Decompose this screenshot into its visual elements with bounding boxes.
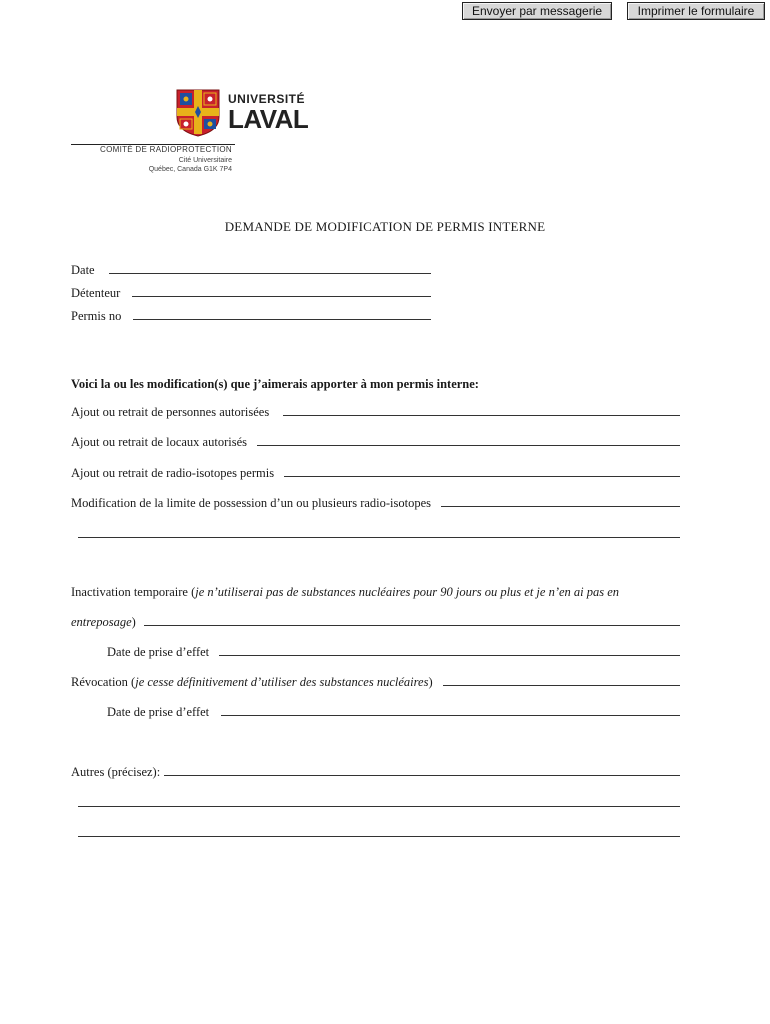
persons-label: Ajout ou retrait de personnes autorisées (71, 405, 270, 419)
limit-field-continued[interactable] (78, 537, 680, 538)
revocation-effective-date-field[interactable] (221, 705, 680, 716)
revocation-close: ) (428, 675, 433, 689)
form-title: DEMANDE DE MODIFICATION DE PERMIS INTERNE (224, 219, 546, 234)
limit-row (71, 496, 680, 511)
rooms-label: Ajout ou retrait de locaux autorisés (71, 435, 247, 449)
effective-date-label: Date de prise d’effet (107, 645, 210, 659)
permit-row (71, 309, 431, 324)
holder-field[interactable] (132, 286, 431, 297)
rooms-field[interactable] (257, 435, 680, 446)
address-line-2: Québec, Canada G1K 7P4 (148, 166, 232, 173)
limit-label: Modification de la limite de possession d’un ou plusieurs radio-isotopes (71, 496, 432, 510)
brand-text (228, 93, 308, 132)
revocation-condition: je cesse définitivement d’utiliser des substances nucléaires (135, 675, 429, 689)
other-label: Autres (précisez): (71, 765, 161, 779)
address-line-1: Cité Universitaire (178, 157, 232, 164)
limit-field[interactable] (441, 496, 680, 507)
permit-field[interactable] (133, 309, 431, 320)
inactivation-effective-row (107, 645, 680, 660)
inactivation-condition: je n’utiliserai pas de substances nucléaires pour 90 jours ou plus et je n’en ai pas en (195, 585, 620, 599)
date-label: Date (71, 263, 95, 277)
date-row (71, 263, 431, 278)
inactivation-condition-end: entreposage (71, 615, 132, 629)
inactivation-close: ) (131, 615, 136, 629)
crest-icon (176, 89, 220, 137)
brand-line2: LAVAL (228, 104, 309, 134)
inactivation-row (71, 585, 680, 600)
department-name: COMITÉ DE RADIOPROTECTION (100, 145, 232, 154)
rooms-row (71, 435, 680, 450)
revocation-row (71, 675, 680, 690)
inactivation-effective-date-field[interactable] (219, 645, 680, 656)
university-logo (176, 89, 316, 139)
other-row (71, 765, 680, 780)
persons-field[interactable] (283, 405, 680, 416)
send-by-email-button[interactable]: Envoyer par messagerie (462, 2, 612, 20)
isotopes-row (71, 466, 680, 481)
inactivation-row-2 (71, 615, 680, 630)
persons-row (71, 405, 680, 420)
holder-label: Détenteur (71, 286, 121, 300)
other-field-line-3[interactable] (78, 836, 680, 837)
effective-date-label-2: Date de prise d’effet (107, 705, 210, 719)
inactivation-field[interactable] (144, 615, 680, 626)
inactivation-label: Inactivation temporaire ( (71, 585, 196, 599)
holder-row (71, 286, 431, 301)
revocation-label: Révocation ( (71, 675, 136, 689)
intro-text: Voici la ou les modification(s) que j’aimerais apporter à mon permis interne: (71, 377, 479, 391)
brand-line1: UNIVERSITÉ (228, 92, 306, 106)
date-field[interactable] (109, 263, 431, 274)
isotopes-field[interactable] (284, 466, 680, 477)
revocation-effective-row (107, 705, 680, 720)
other-field-line-2[interactable] (78, 806, 680, 807)
other-field[interactable] (164, 765, 680, 776)
isotopes-label: Ajout ou retrait de radio-isotopes permis (71, 466, 275, 480)
print-form-button[interactable]: Imprimer le formulaire (627, 2, 765, 20)
revocation-field[interactable] (443, 675, 680, 686)
permit-label: Permis no (71, 309, 122, 323)
